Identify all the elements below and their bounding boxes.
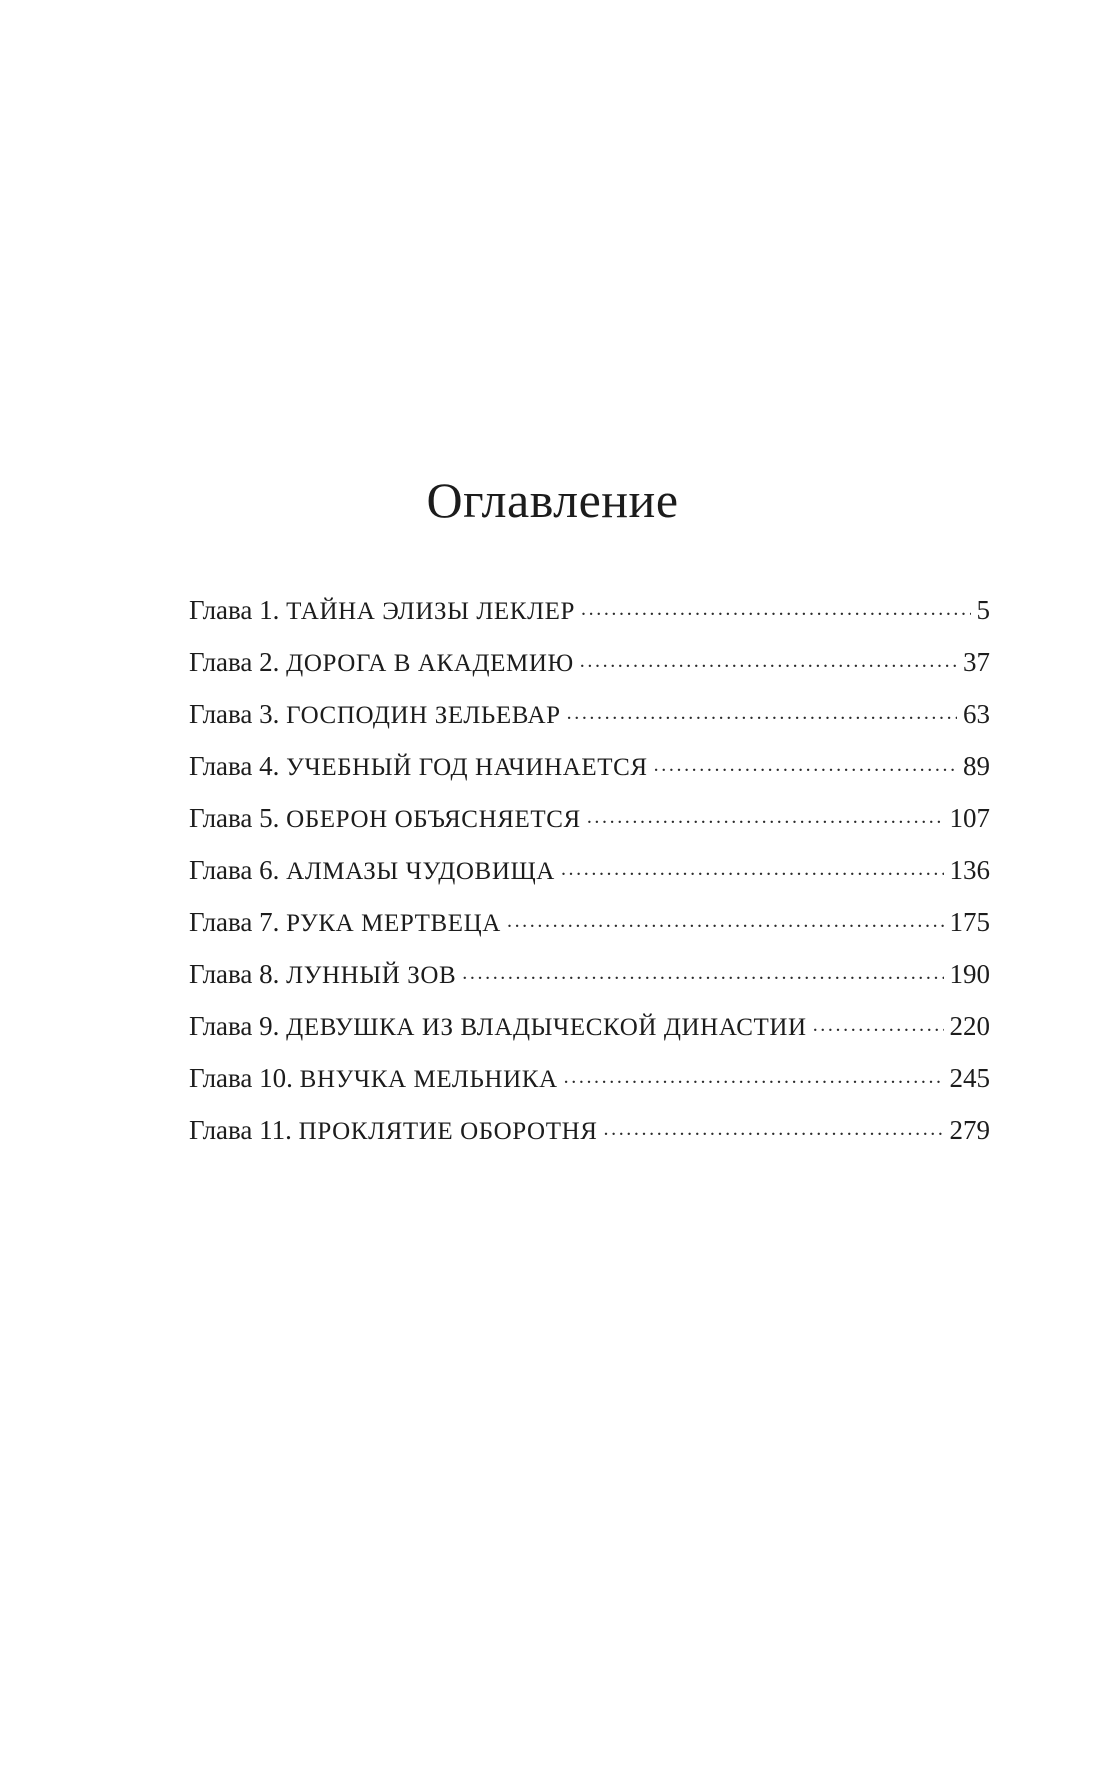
page-number: 107 bbox=[949, 803, 990, 833]
toc-entry-9 bbox=[189, 1005, 990, 1057]
toc-entry-10 bbox=[189, 1057, 990, 1109]
dot-leader bbox=[587, 797, 944, 827]
toc-entry-label bbox=[189, 590, 575, 632]
toc-entry-4 bbox=[189, 745, 990, 797]
page-title: Оглавление bbox=[426, 472, 679, 528]
toc-entry-label bbox=[189, 1058, 558, 1100]
chapter-title: АЛМАЗЫ ЧУДОВИЩА bbox=[286, 858, 555, 885]
toc-entry-11 bbox=[189, 1109, 990, 1161]
toc-entry-2 bbox=[189, 641, 990, 693]
chapter-title: ПРОКЛЯТИЕ ОБОРОТНЯ bbox=[298, 1118, 598, 1145]
toc-entry-label bbox=[189, 902, 501, 944]
dot-leader bbox=[581, 589, 970, 619]
chapter-title: РУКА МЕРТВЕЦА bbox=[286, 910, 501, 937]
chapter-title: ОБЕРОН ОБЪЯСНЯЕТСЯ bbox=[286, 806, 581, 833]
chapter-prefix: Глава 10. bbox=[189, 1063, 293, 1093]
page-number: 37 bbox=[963, 647, 990, 677]
chapter-title: ДЕВУШКА ИЗ ВЛАДЫЧЕСКОЙ ДИНАСТИИ bbox=[286, 1014, 807, 1041]
page-number: 190 bbox=[949, 959, 990, 989]
toc-entry-label bbox=[189, 694, 561, 736]
toc-entry-label bbox=[189, 642, 574, 684]
dot-leader bbox=[567, 693, 957, 723]
toc-entry-label bbox=[189, 954, 456, 996]
chapter-title: ГОСПОДИН ЗЕЛЬЕВАР bbox=[286, 702, 561, 729]
chapter-prefix: Глава 1. bbox=[189, 595, 280, 625]
chapter-prefix: Глава 4. bbox=[189, 751, 280, 781]
toc-entry-3 bbox=[189, 693, 990, 745]
dot-leader bbox=[564, 1057, 944, 1087]
page-number: 245 bbox=[949, 1063, 990, 1093]
toc-entry-label bbox=[189, 1110, 598, 1152]
chapter-prefix: Глава 11. bbox=[189, 1115, 292, 1145]
dot-leader bbox=[507, 901, 944, 931]
toc-entry-5 bbox=[189, 797, 990, 849]
chapter-prefix: Глава 2. bbox=[189, 647, 280, 677]
toc-entry-label bbox=[189, 798, 581, 840]
chapter-prefix: Глава 5. bbox=[189, 803, 280, 833]
dot-leader bbox=[604, 1109, 944, 1139]
page-number: 63 bbox=[963, 699, 990, 729]
dot-leader bbox=[654, 745, 957, 775]
page-number: 175 bbox=[949, 907, 990, 937]
chapter-title: ДОРОГА В АКАДЕМИЮ bbox=[286, 650, 574, 677]
dot-leader bbox=[813, 1005, 944, 1035]
chapter-title: ТАЙНА ЭЛИЗЫ ЛЕКЛЕР bbox=[286, 598, 576, 625]
chapter-title: УЧЕБНЫЙ ГОД НАЧИНАЕТСЯ bbox=[286, 754, 648, 781]
toc-entry-8 bbox=[189, 953, 990, 1005]
page-number: 89 bbox=[963, 751, 990, 781]
toc-entry-label bbox=[189, 1006, 807, 1048]
toc-entry-label bbox=[189, 746, 648, 788]
chapter-prefix: Глава 7. bbox=[189, 907, 280, 937]
page-number: 5 bbox=[976, 595, 990, 625]
page-number: 136 bbox=[949, 855, 990, 885]
toc-entry-1 bbox=[189, 589, 990, 641]
chapter-prefix: Глава 3. bbox=[189, 699, 280, 729]
dot-leader bbox=[580, 641, 957, 671]
chapter-title: ВНУЧКА МЕЛЬНИКА bbox=[299, 1066, 558, 1093]
chapter-title: ЛУННЫЙ ЗОВ bbox=[286, 962, 457, 989]
dot-leader bbox=[462, 953, 943, 983]
dot-leader bbox=[561, 849, 944, 879]
chapter-prefix: Глава 8. bbox=[189, 959, 280, 989]
page-number: 279 bbox=[949, 1115, 990, 1145]
table-of-contents bbox=[189, 589, 990, 1161]
chapter-prefix: Глава 9. bbox=[189, 1011, 280, 1041]
page-number: 220 bbox=[949, 1011, 990, 1041]
toc-entry-7 bbox=[189, 901, 990, 953]
chapter-prefix: Глава 6. bbox=[189, 855, 280, 885]
toc-entry-label bbox=[189, 850, 555, 892]
toc-entry-6 bbox=[189, 849, 990, 901]
